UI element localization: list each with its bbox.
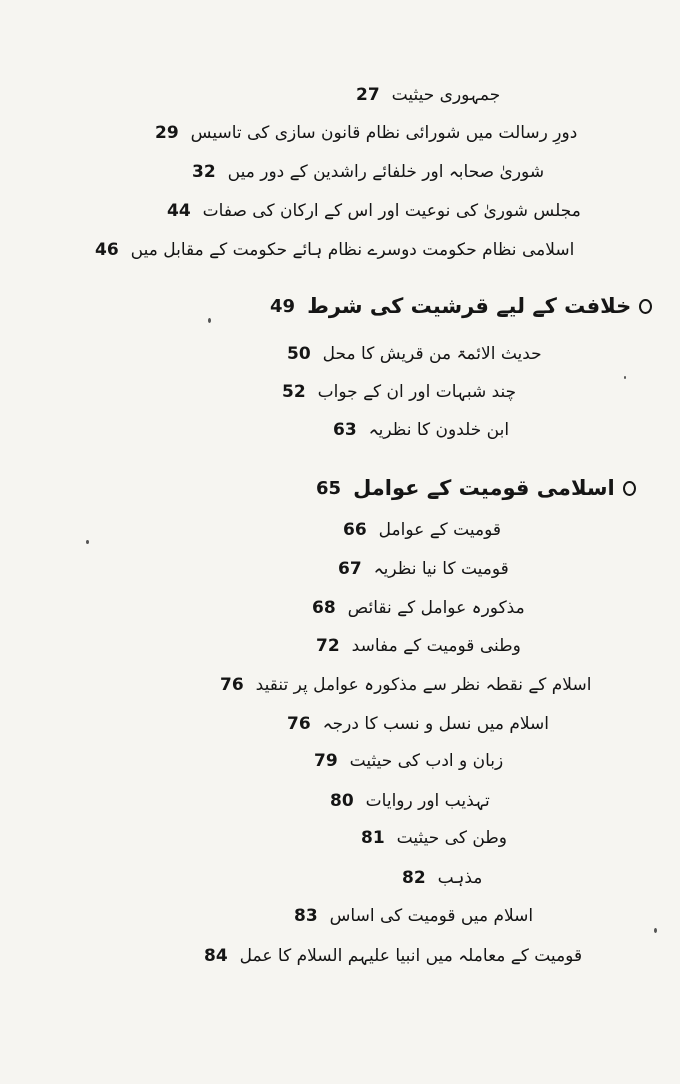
entry-title: قومیت کا نیا نظریہ bbox=[373, 559, 509, 579]
entry-title: اسلام میں قومیت کی اساس bbox=[329, 906, 534, 926]
toc-entry bbox=[287, 343, 542, 364]
page-number: 79 bbox=[314, 751, 338, 771]
entry-title: وطنی قومیت کے مفاسد bbox=[351, 636, 521, 656]
entry-title: شوریٰ صحابہ اور خلفائے راشدین کے دور میں bbox=[227, 162, 545, 182]
entry-title: اسلامی نظام حکومت دوسرے نظام ہائے حکومت کے مقابل میں bbox=[130, 240, 575, 260]
page-number: 82 bbox=[402, 867, 426, 888]
page-number: 65 bbox=[316, 477, 342, 499]
entry-title: مذہب bbox=[437, 868, 483, 888]
page-number: 27 bbox=[356, 84, 380, 105]
scan-speck bbox=[624, 376, 626, 379]
toc-entry bbox=[316, 635, 521, 656]
page-number: 68 bbox=[312, 597, 336, 618]
page-number: 76 bbox=[287, 713, 311, 734]
scan-speck bbox=[208, 318, 211, 323]
page-number: 80 bbox=[330, 790, 354, 811]
page-number: 81 bbox=[361, 828, 385, 848]
entry-title: قومیت کے معاملہ میں انبیا علیہم السلام کا عمل bbox=[239, 946, 583, 966]
page-number: 67 bbox=[338, 558, 362, 579]
entry-title: ابن خلدون کا نظریہ bbox=[368, 420, 510, 440]
scan-speck bbox=[654, 928, 657, 933]
page-number: 63 bbox=[333, 419, 357, 440]
circle-bullet-icon bbox=[639, 299, 652, 314]
toc-entry bbox=[294, 906, 533, 926]
entry-title: جمہوری حیثیت bbox=[391, 85, 501, 105]
toc-entry bbox=[314, 751, 503, 771]
toc-entry bbox=[282, 381, 516, 402]
scan-speck bbox=[86, 540, 89, 544]
entry-title: چند شبہات اور ان کے جواب bbox=[317, 382, 517, 402]
toc-entry bbox=[167, 200, 581, 221]
toc-entry bbox=[192, 161, 544, 182]
page-number: 46 bbox=[95, 239, 119, 260]
page-number: 52 bbox=[282, 381, 306, 402]
toc-entry bbox=[361, 828, 507, 848]
page-number: 72 bbox=[316, 635, 340, 656]
page-number: 84 bbox=[204, 945, 228, 966]
page-number: 32 bbox=[192, 161, 216, 182]
page-number: 66 bbox=[343, 519, 367, 540]
entry-title: دورِ رسالت میں شورائی نظام قانون سازی کی تاسیس bbox=[190, 123, 578, 143]
toc-entry bbox=[356, 84, 500, 105]
toc-entry bbox=[204, 945, 582, 966]
entry-title: مجلس شوریٰ کی نوعیت اور اس کے ارکان کی صفات bbox=[202, 201, 581, 221]
toc-entry bbox=[333, 419, 509, 440]
page-number: 29 bbox=[155, 123, 179, 143]
entry-title: قومیت کے عوامل bbox=[378, 520, 502, 540]
entry-title: حدیث الائمۃ من قریش کا محل bbox=[322, 344, 542, 364]
toc-entry bbox=[343, 519, 501, 540]
circle-bullet-icon bbox=[623, 481, 636, 496]
page-number: 44 bbox=[167, 200, 191, 221]
page-number: 50 bbox=[287, 343, 311, 364]
toc-section-heading bbox=[316, 476, 636, 500]
toc-entry bbox=[287, 713, 549, 734]
page-number: 76 bbox=[220, 674, 244, 695]
entry-title: تہذیب اور روایات bbox=[365, 791, 490, 811]
page-number: 49 bbox=[270, 295, 296, 317]
toc-entry bbox=[95, 239, 574, 260]
entry-title: اسلام کے نقطہ نظر سے مذکورہ عوامل پر تنقید bbox=[255, 675, 592, 695]
entry-title: زبان و ادب کی حیثیت bbox=[349, 751, 504, 771]
toc-entry bbox=[155, 123, 577, 143]
toc-entry bbox=[220, 674, 591, 695]
toc-section-heading bbox=[270, 294, 652, 318]
toc-entry bbox=[402, 867, 482, 888]
entry-title: مذکورہ عوامل کے نقائص bbox=[347, 598, 525, 618]
entry-title: وطن کی حیثیت bbox=[396, 828, 508, 848]
section-title: اسلامی قومیت کے عوامل bbox=[353, 476, 615, 500]
toc-entry bbox=[338, 558, 509, 579]
entry-title: اسلام میں نسل و نسب کا درجہ bbox=[322, 714, 550, 734]
page-number: 83 bbox=[294, 906, 318, 926]
section-title: خلافت کے لیے قرشیت کی شرط bbox=[307, 294, 632, 318]
toc-entry bbox=[312, 597, 525, 618]
toc-entry bbox=[330, 790, 490, 811]
